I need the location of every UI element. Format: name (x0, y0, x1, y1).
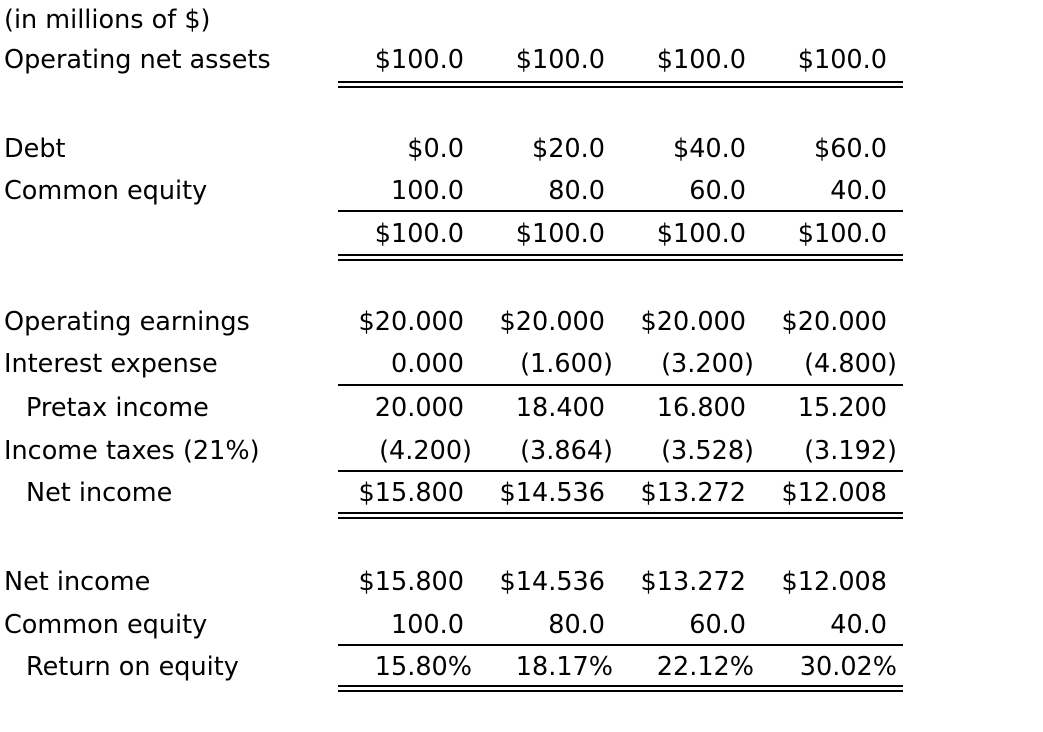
row-label: Pretax income (26, 393, 209, 423)
title-row (0, 0, 1043, 40)
value-cell: (3.528) (661, 436, 754, 466)
value-cell: (3.200) (661, 349, 754, 379)
table-row (0, 344, 1043, 384)
value-cell: $15.800 (358, 567, 464, 597)
row-label: Return on equity (26, 652, 239, 682)
row-label: Income taxes (21%) (4, 436, 260, 466)
value-cell: $100.0 (374, 45, 464, 75)
double-underline (338, 81, 903, 88)
value-cell: 60.0 (689, 176, 746, 206)
value-cell: $40.0 (672, 134, 746, 164)
value-cell: $100.0 (515, 219, 605, 249)
value-cell: $13.272 (640, 478, 746, 508)
value-cell: $12.008 (781, 478, 887, 508)
table-row (0, 129, 1043, 169)
table-row (0, 473, 1043, 513)
double-underline (338, 254, 903, 261)
value-cell: 15.200 (797, 393, 887, 423)
value-cell: 22.12% (656, 652, 754, 682)
single-underline (338, 644, 903, 646)
table-row (0, 171, 1043, 211)
table-row (0, 647, 1043, 687)
single-underline (338, 384, 903, 386)
value-cell: $14.536 (499, 567, 605, 597)
row-label: Common equity (4, 176, 208, 206)
value-cell: $13.272 (640, 567, 746, 597)
table-row (0, 302, 1043, 342)
value-cell: $14.536 (499, 478, 605, 508)
value-cell: 30.02% (799, 652, 897, 682)
table-row (0, 40, 1043, 80)
value-cell: $20.000 (499, 307, 605, 337)
value-cell: $15.800 (358, 478, 464, 508)
value-cell: $100.0 (656, 219, 746, 249)
value-cell: $0.0 (407, 134, 464, 164)
row-label: Operating earnings (4, 307, 250, 337)
table-row (0, 562, 1043, 602)
value-cell: $20.000 (781, 307, 887, 337)
value-cell: $100.0 (374, 219, 464, 249)
single-underline (338, 210, 903, 212)
double-underline (338, 685, 903, 692)
table-row (0, 214, 1043, 254)
value-cell: $100.0 (797, 45, 887, 75)
row-label: Operating net assets (4, 45, 271, 75)
value-cell: $100.0 (797, 219, 887, 249)
value-cell: $100.0 (656, 45, 746, 75)
row-label: Common equity (4, 610, 208, 640)
value-cell: 0.000 (390, 349, 464, 379)
value-cell: 80.0 (548, 176, 605, 206)
single-underline (338, 470, 903, 472)
row-label: Net income (4, 567, 151, 597)
value-cell: 100.0 (390, 176, 464, 206)
value-cell: 15.80% (374, 652, 472, 682)
value-cell: 40.0 (830, 610, 887, 640)
value-cell: $20.000 (358, 307, 464, 337)
value-cell: $12.008 (781, 567, 887, 597)
value-cell: (4.800) (804, 349, 897, 379)
value-cell: 80.0 (548, 610, 605, 640)
table-row (0, 431, 1043, 471)
value-cell: 18.17% (515, 652, 613, 682)
row-label: Interest expense (4, 349, 218, 379)
table-row (0, 388, 1043, 428)
value-cell: 100.0 (390, 610, 464, 640)
value-cell: (3.864) (520, 436, 613, 466)
units-note: (in millions of $) (4, 5, 211, 35)
value-cell: $20.000 (640, 307, 746, 337)
value-cell: (3.192) (804, 436, 897, 466)
value-cell: $60.0 (813, 134, 887, 164)
value-cell: $100.0 (515, 45, 605, 75)
value-cell: 40.0 (830, 176, 887, 206)
value-cell: (4.200) (379, 436, 472, 466)
value-cell: 20.000 (374, 393, 464, 423)
value-cell: 18.400 (515, 393, 605, 423)
table-row (0, 605, 1043, 645)
row-label: Debt (4, 134, 66, 164)
double-underline (338, 512, 903, 519)
value-cell: (1.600) (520, 349, 613, 379)
value-cell: 16.800 (656, 393, 746, 423)
value-cell: 60.0 (689, 610, 746, 640)
row-label: Net income (26, 478, 173, 508)
value-cell: $20.0 (531, 134, 605, 164)
